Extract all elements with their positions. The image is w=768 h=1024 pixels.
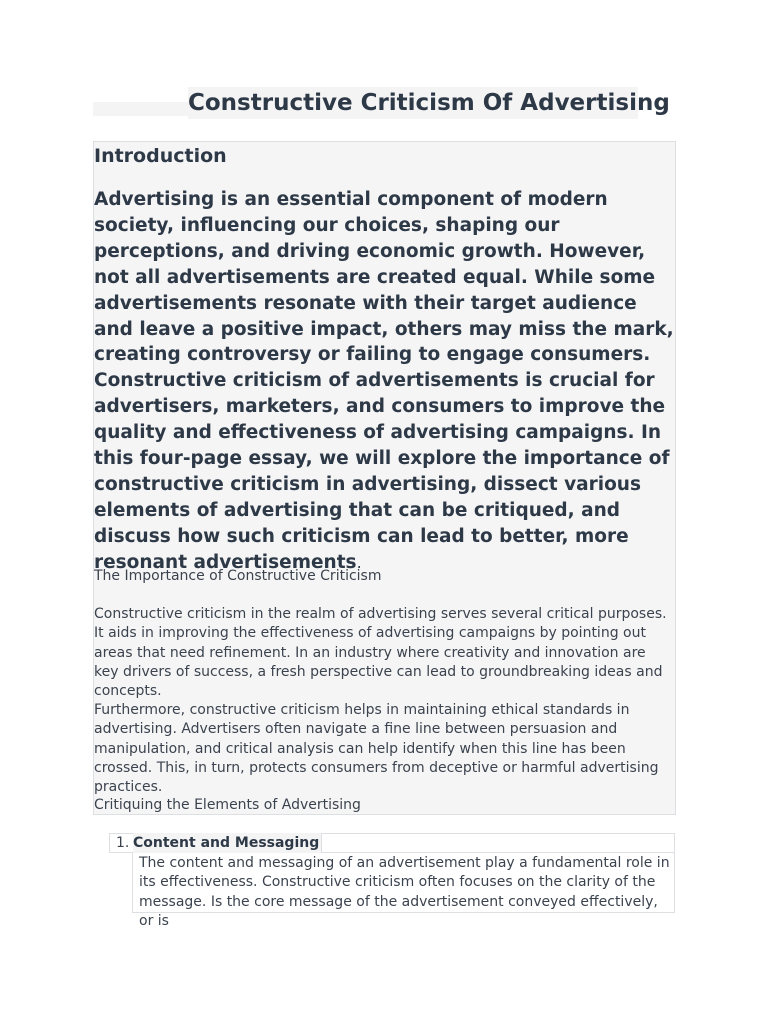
elements-heading: Critiquing the Elements of Advertising bbox=[94, 797, 361, 813]
importance-paragraph-1: Constructive criticism in the realm of advertising serves several critical purposes. It aids in improving the effectiveness of advertising campaigns by pointing out areas that need refinement. In an industry where creativity and innovation are key drivers of success, a fresh perspective can lead to groundbreaking ideas and concepts. bbox=[94, 606, 667, 700]
list-item-number: 1. bbox=[116, 835, 130, 851]
page-title: Constructive Criticism Of Advertising bbox=[188, 87, 638, 119]
list-item-body bbox=[132, 853, 675, 929]
content-block bbox=[93, 141, 676, 815]
introduction-period: . bbox=[356, 552, 362, 572]
introduction-paragraph bbox=[94, 187, 679, 576]
importance-heading: The Importance of Constructive Criticism bbox=[94, 568, 382, 584]
list-item-title: Content and Messaging bbox=[133, 833, 322, 853]
list-item bbox=[109, 833, 675, 853]
list-item-text: The content and messaging of an advertisement play a fundamental role in its effectiveness. Constructive criticism often focuses on the clarity of the message. Is the core message of the advertisement conveyed effectively, or is bbox=[139, 855, 670, 929]
introduction-text: Advertising is an essential component of modern society, influencing our choices, shaping our perceptions, and driving economic growth. However, not all advertisements are created equal. While some advertisements resonate with their target audience and leave a positive impact, others may miss the mark, creating controversy or failing to engage consumers. Constructive criticism of advertisements is crucial for advertisers, marketers, and consumers to improve the quality and effectiveness of advertising campaigns. In this four-page essay, we will explore the importance of constructive criticism in advertising, dissect various elements of advertising that can be critiqued, and discuss how such criticism can lead to better, more resonant advertisements bbox=[94, 189, 674, 573]
importance-paragraph-2: Furthermore, constructive criticism helps in maintaining ethical standards in advertising. Advertisers often navigate a fine line between persuasion and manipulation, and critical analysis can help identify when this line has been crossed. This, in turn, protects consumers from deceptive or harmful advertising practices. bbox=[94, 702, 659, 796]
introduction-heading: Introduction bbox=[94, 145, 227, 167]
title-highlight bbox=[93, 102, 188, 116]
